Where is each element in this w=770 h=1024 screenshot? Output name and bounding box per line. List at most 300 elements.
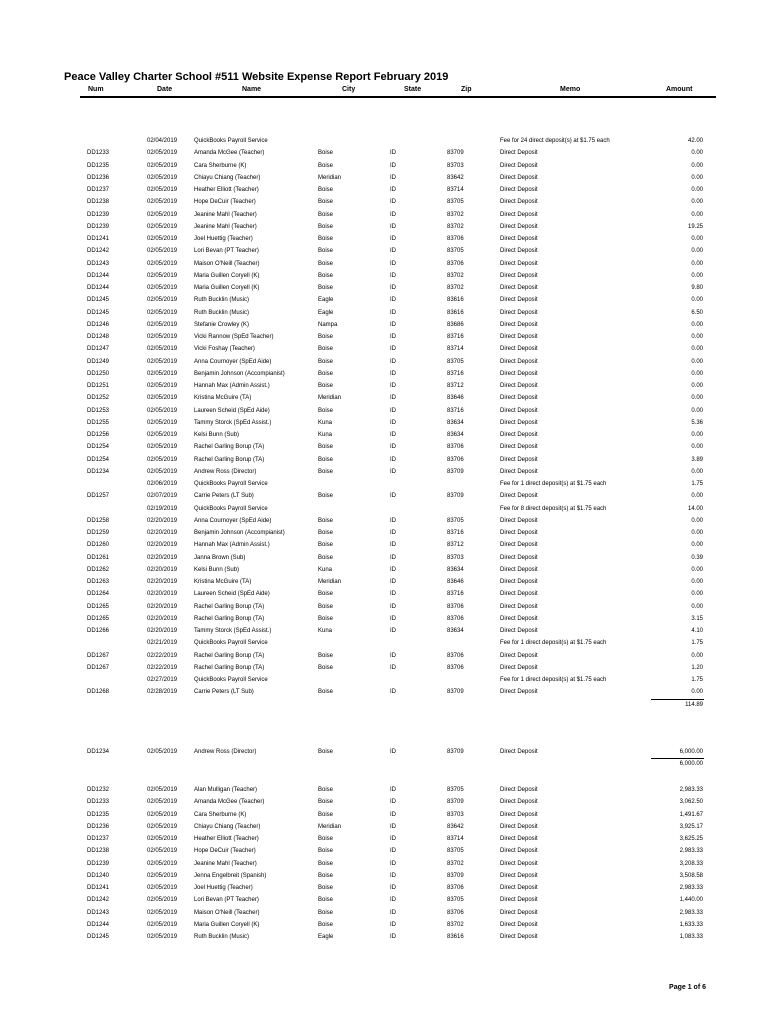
- cell-memo: Direct Deposit: [500, 174, 538, 181]
- cell-zip: 83716: [447, 370, 464, 377]
- cell-memo: Direct Deposit: [500, 836, 538, 842]
- cell-date: 02/05/2019: [147, 285, 178, 291]
- cell-num: DD1238: [87, 848, 110, 855]
- cell-memo: Direct Deposit: [500, 162, 538, 169]
- cell-date: 02/22/2019: [147, 664, 178, 671]
- cell-memo: Direct Deposit: [500, 260, 538, 267]
- table-row: [0, 504, 770, 515]
- table-row: [0, 908, 770, 919]
- cell-zip: 83706: [447, 652, 464, 659]
- cell-num: DD1244: [87, 285, 110, 291]
- cell-city: Meridian: [318, 174, 342, 181]
- cell-num: DD1250: [87, 370, 110, 377]
- header-date: Date: [157, 86, 173, 93]
- table-row: [0, 357, 770, 368]
- cell-amount: 2,983.33: [679, 909, 703, 916]
- cell-state: ID: [390, 272, 396, 279]
- cell-city: Boise: [318, 456, 334, 463]
- cell-amount: 0.00: [691, 395, 703, 402]
- header-state: State: [404, 86, 422, 93]
- cell-name: Cara Sherburne (K): [194, 811, 247, 818]
- cell-date: 02/05/2019: [147, 395, 178, 402]
- cell-zip: 83716: [447, 530, 464, 536]
- cell-city: Kuna: [318, 419, 333, 426]
- cell-amount: 2,983.33: [679, 787, 703, 793]
- cell-date: 02/05/2019: [147, 456, 178, 463]
- cell-amount: 0.00: [691, 358, 703, 365]
- cell-name: Hannah Max (Admin Assist.): [194, 542, 270, 549]
- cell-amount: 0.00: [691, 383, 703, 389]
- cell-city: Boise: [318, 358, 334, 365]
- cell-date: 02/05/2019: [147, 811, 178, 818]
- cell-city: Boise: [318, 272, 334, 279]
- cell-state: ID: [390, 309, 396, 316]
- cell-state: ID: [390, 848, 396, 855]
- table-row: [0, 185, 770, 196]
- cell-state: ID: [390, 187, 396, 193]
- cell-memo: Fee for 24 direct deposit(s) at $1.75 each: [500, 138, 610, 144]
- cell-date: 02/05/2019: [147, 848, 178, 855]
- cell-date: 02/05/2019: [147, 370, 178, 377]
- table-row: [0, 136, 770, 147]
- cell-zip: 83705: [447, 517, 464, 524]
- cell-state: ID: [390, 787, 396, 793]
- cell-zip: 83702: [447, 860, 464, 867]
- cell-memo: Direct Deposit: [500, 787, 538, 793]
- table-row: [0, 822, 770, 833]
- cell-zip: 83634: [447, 566, 464, 573]
- cell-date: 02/20/2019: [147, 603, 178, 610]
- cell-state: ID: [390, 468, 396, 475]
- cell-num: DD1245: [87, 297, 110, 304]
- cell-num: DD1267: [87, 664, 110, 671]
- cell-date: 02/20/2019: [147, 542, 178, 549]
- cell-amount: 3,925.17: [679, 823, 703, 830]
- header-name: Name: [242, 86, 262, 93]
- cell-name: Benjamin Johnson (Accompianist): [194, 530, 285, 536]
- cell-num: DD1254: [87, 444, 110, 451]
- cell-date: 02/05/2019: [147, 236, 178, 242]
- cell-zip: 83616: [447, 934, 464, 940]
- cell-num: DD1246: [87, 321, 110, 328]
- table-row: [0, 406, 770, 417]
- cell-memo: Direct Deposit: [500, 664, 538, 671]
- table-row: [0, 747, 770, 758]
- cell-date: 02/05/2019: [147, 823, 178, 830]
- cell-city: Boise: [318, 811, 334, 818]
- header-city: City: [342, 86, 356, 93]
- cell-num: DD1243: [87, 260, 110, 267]
- cell-state: ID: [390, 211, 396, 218]
- cell-num: DD1245: [87, 934, 110, 940]
- cell-memo: Direct Deposit: [500, 223, 538, 230]
- cell-name: QuickBooks Payroll Service: [194, 138, 268, 144]
- table-row: [0, 687, 770, 698]
- cell-date: 02/05/2019: [147, 468, 178, 475]
- cell-city: Boise: [318, 150, 334, 157]
- table-row: [0, 173, 770, 184]
- subtotal-amount: 6,000.00: [679, 761, 703, 768]
- table-row: [0, 210, 770, 221]
- cell-name: Joel Huettig (Teacher): [194, 885, 253, 891]
- cell-zip: 83703: [447, 554, 464, 561]
- cell-name: Rachel Garling Borup (TA): [194, 615, 265, 622]
- cell-zip: 83705: [447, 248, 464, 255]
- cell-city: Boise: [318, 236, 334, 242]
- cell-date: 02/05/2019: [147, 358, 178, 365]
- cell-memo: Direct Deposit: [500, 395, 538, 402]
- table-row: [0, 308, 770, 319]
- cell-city: Boise: [318, 383, 334, 389]
- cell-state: ID: [390, 823, 396, 830]
- cell-name: Rachel Garling Borup (TA): [194, 444, 265, 451]
- cell-num: DD1239: [87, 211, 110, 218]
- cell-num: DD1238: [87, 199, 110, 206]
- cell-memo: Direct Deposit: [500, 799, 538, 806]
- cell-city: Boise: [318, 615, 334, 622]
- cell-state: ID: [390, 628, 396, 634]
- cell-memo: Direct Deposit: [500, 407, 538, 414]
- cell-city: Boise: [318, 897, 334, 904]
- table-row: [0, 920, 770, 931]
- cell-state: ID: [390, 199, 396, 206]
- cell-date: 02/05/2019: [147, 272, 178, 279]
- cell-date: 02/05/2019: [147, 749, 178, 755]
- cell-name: Janna Brown (Sub): [194, 554, 246, 561]
- cell-state: ID: [390, 542, 396, 549]
- cell-name: Cara Sherburne (K): [194, 162, 247, 169]
- cell-num: DD1244: [87, 921, 110, 928]
- cell-city: Boise: [318, 444, 334, 451]
- cell-num: DD1265: [87, 603, 110, 610]
- cell-amount: 0.00: [691, 689, 703, 696]
- cell-date: 02/06/2019: [147, 481, 178, 487]
- cell-state: ID: [390, 615, 396, 622]
- cell-memo: Direct Deposit: [500, 150, 538, 157]
- cell-name: QuickBooks Payroll Service: [194, 481, 268, 487]
- cell-date: 02/04/2019: [147, 138, 178, 144]
- cell-date: 02/27/2019: [147, 677, 178, 683]
- cell-city: Boise: [318, 211, 334, 218]
- cell-state: ID: [390, 603, 396, 610]
- cell-city: Boise: [318, 799, 334, 806]
- table-row: [0, 320, 770, 331]
- cell-city: Boise: [318, 334, 334, 340]
- table-row: [0, 577, 770, 588]
- cell-name: QuickBooks Payroll Service: [194, 677, 268, 683]
- table-row: [0, 259, 770, 270]
- cell-state: ID: [390, 321, 396, 328]
- cell-date: 02/22/2019: [147, 652, 178, 659]
- cell-memo: Direct Deposit: [500, 603, 538, 610]
- cell-zip: 83706: [447, 909, 464, 916]
- table-row: [0, 455, 770, 466]
- cell-amount: 3,208.33: [679, 860, 703, 867]
- cell-zip: 83634: [447, 628, 464, 634]
- cell-date: 02/05/2019: [147, 444, 178, 451]
- cell-num: DD1262: [87, 566, 110, 573]
- cell-memo: Direct Deposit: [500, 542, 538, 549]
- cell-date: 02/05/2019: [147, 297, 178, 304]
- report-title: Peace Valley Charter School #511 Website Expense Report February 2019: [64, 71, 449, 83]
- table-row: [0, 283, 770, 294]
- cell-num: DD1249: [87, 358, 110, 365]
- cell-date: 02/05/2019: [147, 248, 178, 255]
- table-row: [0, 430, 770, 441]
- cell-state: ID: [390, 432, 396, 438]
- cell-memo: Direct Deposit: [500, 419, 538, 426]
- cell-date: 02/05/2019: [147, 199, 178, 206]
- cell-city: Boise: [318, 407, 334, 414]
- cell-city: Boise: [318, 493, 334, 500]
- table-row: [0, 810, 770, 821]
- cell-date: 02/05/2019: [147, 150, 178, 157]
- cell-num: DD1241: [87, 885, 110, 891]
- cell-amount: 0.00: [691, 199, 703, 206]
- cell-memo: Direct Deposit: [500, 909, 538, 916]
- cell-amount: 0.00: [691, 530, 703, 536]
- cell-amount: 14.00: [687, 505, 703, 512]
- cell-zip: 83705: [447, 199, 464, 206]
- cell-zip: 83702: [447, 272, 464, 279]
- cell-city: Boise: [318, 591, 334, 598]
- cell-num: DD1233: [87, 150, 110, 157]
- cell-date: 02/05/2019: [147, 346, 178, 353]
- cell-memo: Direct Deposit: [500, 872, 538, 879]
- cell-city: Boise: [318, 468, 334, 475]
- cell-num: DD1239: [87, 223, 110, 230]
- cell-state: ID: [390, 566, 396, 573]
- cell-zip: 83706: [447, 615, 464, 622]
- table-row: [0, 834, 770, 845]
- cell-name: Maison O'Neill (Teacher): [194, 260, 260, 267]
- cell-num: DD1254: [87, 456, 110, 463]
- cell-amount: 0.00: [691, 603, 703, 610]
- cell-zip: 83709: [447, 150, 464, 157]
- cell-state: ID: [390, 749, 396, 755]
- cell-zip: 83703: [447, 811, 464, 818]
- cell-city: Boise: [318, 248, 334, 255]
- cell-city: Eagle: [318, 309, 334, 316]
- cell-zip: 83714: [447, 836, 464, 842]
- table-row: [0, 589, 770, 600]
- cell-name: Chiayu Chiang (Teacher): [194, 174, 261, 181]
- cell-zip: 83702: [447, 211, 464, 218]
- header-memo: Memo: [560, 86, 581, 93]
- cell-num: DD1244: [87, 272, 110, 279]
- cell-amount: 0.00: [691, 407, 703, 414]
- cell-date: 02/05/2019: [147, 934, 178, 940]
- cell-city: Boise: [318, 689, 334, 696]
- cell-state: ID: [390, 860, 396, 867]
- cell-zip: 83709: [447, 799, 464, 806]
- cell-amount: 0.00: [691, 579, 703, 585]
- cell-zip: 83712: [447, 542, 464, 549]
- cell-memo: Direct Deposit: [500, 615, 538, 622]
- cell-num: DD1234: [87, 749, 110, 755]
- cell-memo: Direct Deposit: [500, 383, 538, 389]
- table-row: [0, 859, 770, 870]
- cell-memo: Direct Deposit: [500, 272, 538, 279]
- table-row: [0, 148, 770, 159]
- subtotal-amount: 114.89: [685, 701, 703, 708]
- cell-name: Anna Cournoyer (SpEd Aide): [194, 358, 272, 365]
- cell-city: Boise: [318, 872, 334, 879]
- cell-num: DD1265: [87, 615, 110, 622]
- cell-state: ID: [390, 885, 396, 891]
- cell-num: DD1235: [87, 811, 110, 818]
- cell-zip: 83716: [447, 591, 464, 598]
- cell-amount: 0.00: [691, 150, 703, 157]
- cell-memo: Direct Deposit: [500, 823, 538, 830]
- cell-date: 02/05/2019: [147, 334, 178, 340]
- cell-amount: 0.00: [691, 652, 703, 659]
- cell-memo: Fee for 1 direct deposit(s) at $1.75 each: [500, 640, 607, 647]
- cell-state: ID: [390, 836, 396, 842]
- cell-date: 02/05/2019: [147, 432, 178, 438]
- cell-zip: 83646: [447, 395, 464, 402]
- cell-amount: 0.00: [691, 248, 703, 255]
- cell-zip: 83716: [447, 407, 464, 414]
- cell-state: ID: [390, 260, 396, 267]
- cell-date: 02/05/2019: [147, 260, 178, 267]
- cell-name: Hannah Max (Admin Assist.): [194, 383, 270, 389]
- cell-name: Laureen Scheid (SpEd Aide): [194, 591, 270, 598]
- cell-date: 02/05/2019: [147, 383, 178, 389]
- cell-num: DD1237: [87, 836, 110, 842]
- cell-zip: 83705: [447, 897, 464, 904]
- cell-city: Boise: [318, 370, 334, 377]
- cell-name: Maria Guillen Coryell (K): [194, 285, 260, 291]
- cell-zip: 83702: [447, 223, 464, 230]
- cell-city: Boise: [318, 909, 334, 916]
- cell-city: Kuna: [318, 566, 333, 573]
- cell-memo: Direct Deposit: [500, 285, 538, 291]
- cell-memo: Direct Deposit: [500, 934, 538, 940]
- cell-date: 02/05/2019: [147, 799, 178, 806]
- cell-memo: Fee for 1 direct deposit(s) at $1.75 each: [500, 677, 607, 683]
- cell-amount: 6.50: [691, 309, 703, 316]
- cell-date: 02/19/2019: [147, 505, 178, 512]
- cell-num: DD1267: [87, 652, 110, 659]
- cell-name: Hope DeCuir (Teacher): [194, 848, 256, 855]
- cell-amount: 3,625.25: [679, 836, 703, 842]
- cell-memo: Direct Deposit: [500, 628, 538, 634]
- cell-name: Andrew Ross (Director): [194, 468, 257, 475]
- header-amount: Amount: [666, 86, 693, 93]
- cell-city: Boise: [318, 787, 334, 793]
- cell-state: ID: [390, 236, 396, 242]
- cell-name: Vicki Rannow (SpEd Teacher): [194, 334, 274, 340]
- cell-memo: Direct Deposit: [500, 493, 538, 500]
- cell-name: Ruth Bucklin (Music): [194, 297, 250, 304]
- table-row: [0, 332, 770, 343]
- cell-amount: 1,633.33: [679, 921, 703, 928]
- cell-city: Boise: [318, 836, 334, 842]
- cell-state: ID: [390, 517, 396, 524]
- cell-num: DD1258: [87, 517, 110, 524]
- cell-city: Boise: [318, 199, 334, 206]
- cell-zip: 83705: [447, 358, 464, 365]
- table-row: [0, 553, 770, 564]
- cell-amount: 0.00: [691, 236, 703, 242]
- cell-num: DD1253: [87, 407, 110, 414]
- cell-zip: 83642: [447, 823, 464, 830]
- cell-date: 02/05/2019: [147, 174, 178, 181]
- cell-date: 02/05/2019: [147, 921, 178, 928]
- table-row: [0, 602, 770, 613]
- cell-amount: 0.00: [691, 370, 703, 377]
- cell-zip: 83709: [447, 493, 464, 500]
- cell-name: Lori Bevan (PT Teacher): [194, 897, 259, 904]
- table-row: [0, 883, 770, 894]
- cell-name: Tammy Storck (SpEd Assist.): [194, 419, 272, 426]
- cell-state: ID: [390, 174, 396, 181]
- cell-name: Jeanine Mahl (Teacher): [194, 860, 257, 867]
- table-row: [0, 246, 770, 257]
- cell-date: 02/05/2019: [147, 909, 178, 916]
- cell-date: 02/05/2019: [147, 211, 178, 218]
- cell-memo: Direct Deposit: [500, 432, 538, 438]
- cell-date: 02/05/2019: [147, 187, 178, 193]
- cell-amount: 1,491.67: [679, 811, 703, 818]
- cell-zip: 83702: [447, 921, 464, 928]
- cell-memo: Direct Deposit: [500, 248, 538, 255]
- cell-city: Boise: [318, 285, 334, 291]
- cell-name: Maison O'Neill (Teacher): [194, 909, 260, 916]
- cell-amount: 0.00: [691, 542, 703, 549]
- cell-memo: Fee for 8 direct deposit(s) at $1.75 each: [500, 505, 607, 512]
- cell-name: Rachel Garling Borup (TA): [194, 603, 265, 610]
- table-row: [0, 846, 770, 857]
- cell-zip: 83706: [447, 603, 464, 610]
- cell-amount: 3,508.58: [679, 872, 703, 879]
- cell-zip: 83716: [447, 334, 464, 340]
- cell-memo: Direct Deposit: [500, 346, 538, 353]
- cell-state: ID: [390, 407, 396, 414]
- cell-name: Jeanine Mahl (Teacher): [194, 223, 257, 230]
- cell-city: Boise: [318, 860, 334, 867]
- cell-name: Ruth Bucklin (Music): [194, 934, 250, 940]
- cell-zip: 83709: [447, 689, 464, 696]
- cell-state: ID: [390, 162, 396, 169]
- cell-city: Boise: [318, 885, 334, 891]
- cell-city: Meridian: [318, 579, 342, 585]
- cell-city: Boise: [318, 260, 334, 267]
- cell-amount: 0.00: [691, 346, 703, 353]
- cell-city: Kuna: [318, 628, 333, 634]
- cell-name: Rachel Garling Borup (TA): [194, 456, 265, 463]
- cell-name: Carrie Peters (LT Sub): [194, 689, 254, 696]
- cell-state: ID: [390, 444, 396, 451]
- cell-num: DD1264: [87, 591, 110, 598]
- cell-state: ID: [390, 334, 396, 340]
- cell-city: Boise: [318, 652, 334, 659]
- cell-name: Jeanine Mahl (Teacher): [194, 211, 257, 218]
- cell-name: Laureen Scheid (SpEd Aide): [194, 407, 270, 414]
- cell-zip: 83642: [447, 174, 464, 181]
- cell-state: ID: [390, 370, 396, 377]
- cell-city: Meridian: [318, 823, 342, 830]
- cell-state: ID: [390, 689, 396, 696]
- cell-name: Benjamin Johnson (Accompianist): [194, 370, 285, 377]
- cell-num: DD1233: [87, 799, 110, 806]
- cell-num: DD1268: [87, 689, 110, 696]
- table-row: [0, 222, 770, 233]
- cell-amount: 1.75: [691, 481, 703, 487]
- cell-state: ID: [390, 419, 396, 426]
- cell-memo: Direct Deposit: [500, 444, 538, 451]
